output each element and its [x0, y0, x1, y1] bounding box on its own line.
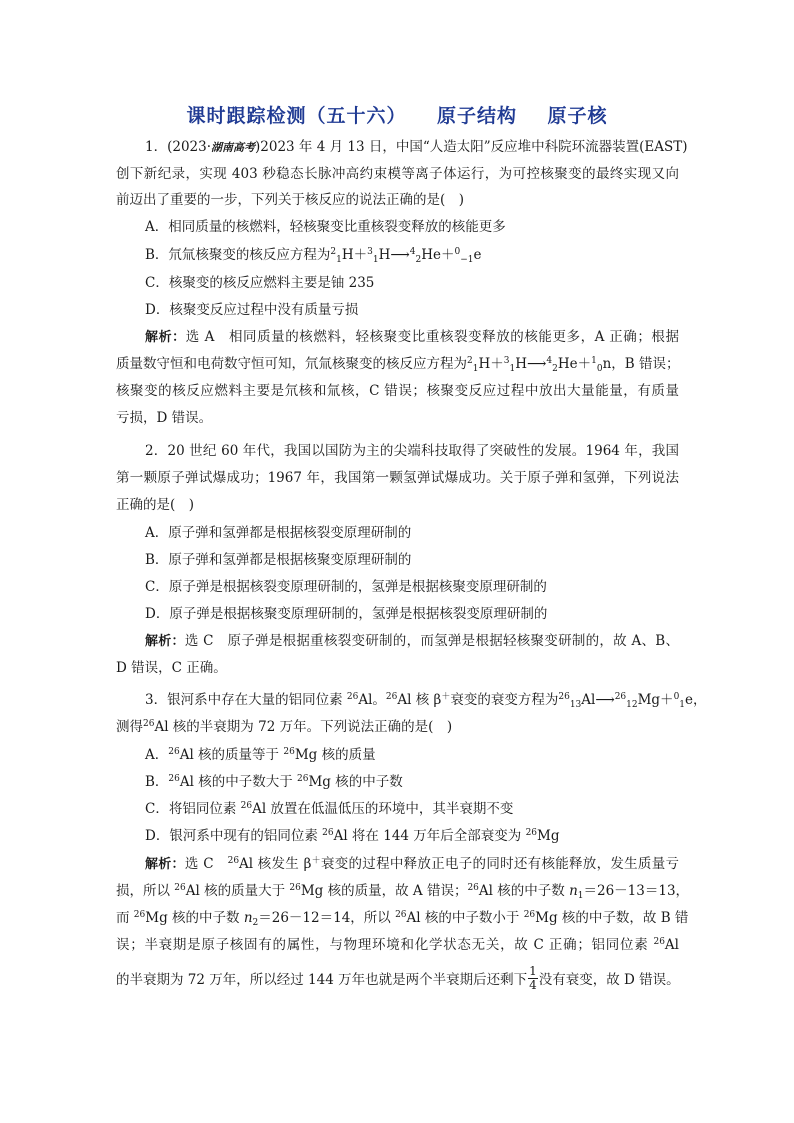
q1-option-c: C．核聚变的核反应燃料主要是铀 235	[145, 275, 375, 291]
q1-line-3: 前迈出了重要的一步，下列关于核反应的说法正确的是( )	[116, 192, 465, 208]
fraction-one-quarter: $\frac{1}{4}$	[529, 964, 537, 992]
answer-label: 解析：	[145, 634, 185, 649]
q2-line-3: 正确的是( )	[116, 497, 195, 513]
q2-option-b: B．原子弹和氢弹都是根据核聚变原理研制的	[145, 552, 412, 568]
answer-label: 解析：	[145, 330, 186, 345]
answer-label: 解析：	[145, 857, 185, 872]
q1-answer-line-4: 亏损，D 错误。	[116, 410, 213, 426]
q2-option-a: A．原子弹和氢弹都是根据核裂变原理研制的	[145, 525, 412, 541]
q2-answer-line-2: D 错误，C 正确。	[116, 660, 227, 676]
q1-option-b: B．氘氚核聚变的核反应方程为$^2_1$H＋$^3_1$H⟶$^4_2$He＋$^0_{-1}$e	[145, 247, 482, 265]
q3-line-2: 测得$^{26}$Al 核的半衰期为 72 万年。下列说法正确的是( )	[116, 719, 453, 735]
q3-line-1: 3．银河系中存在大量的铝同位素 $^{26}$Al。$^{26}$Al 核 β＋衰变的衰变方程为$^{26}_{13}$Al⟶$^{26}_{12}$Mg＋$^0_1$e，	[145, 692, 707, 710]
q3-answer-line-3: 而 $^{26}$Mg 核的中子数 $n_2=26-12=14$，所以 $^{26}$Al 核的中子数小于 $^{26}$Mg 核的中子数，故 B 错	[116, 910, 689, 928]
page-title: 课时跟踪检测（五十六） 原子结构 原子核	[186, 105, 608, 127]
q3-option-a: A．$^{26}$Al 核的质量等于 $^{26}$Mg 核的质量	[145, 747, 376, 763]
q1-line-1: 1．(2023·湖南高考)2023 年 4 月 13 日，中国“人造太阳”反应堆中科院环流器装置(EAST)	[145, 139, 688, 155]
q3-answer-line-4: 误；半衰期是原子核固有的属性，与物理环境和化学状态无关，故 C 正确；铝同位素 $^{26}$Al	[116, 937, 679, 953]
q2-option-d: D．原子弹是根据核聚变原理研制的，氢弹是根据核裂变原理研制的	[145, 606, 548, 622]
q3-answer-line-2: 损，所以 $^{26}$Al 核的质量大于 $^{26}$Mg 核的质量，故 A 错误；$^{26}$Al 核的中子数 $n_1=26-13=13$，	[116, 883, 690, 901]
q2-line-1: 2．20 世纪 60 年代，我国以国防为主的尖端科技取得了突破性的发展。1964 年，我国	[145, 443, 679, 459]
q3-option-d: D．银河系中现有的铝同位素 $^{26}$Al 将在 144 万年后全部衰变为 $^{26}$Mg	[145, 828, 560, 844]
q1-answer-line-2: 质量数守恒和电荷数守恒可知，氘氚核聚变的核反应方程为$^2_1$H＋$^3_1$H⟶$^4_2$He＋$^1_0$n，B 错误；	[116, 356, 680, 374]
q1-answer-line-1: 解析：选 A 相同质量的核燃料，轻核聚变比重核裂变释放的核能更多，A 正确；根据	[145, 329, 679, 345]
source-tag: 湖南高考	[211, 141, 256, 154]
q3-answer-line-5: 的半衰期为 72 万年，所以经过 144 万年也就是两个半衰期后还剩下 $\frac{1}{4}$ 没有衰变，故 D 错误。	[116, 964, 680, 992]
q2-answer-line-1: 解析：选 C 原子弹是根据重核裂变研制的，而氢弹是根据轻核聚变研制的，故 A、B、	[145, 633, 679, 649]
q1-answer-line-3: 核聚变的核反应燃料主要是氘核和氚核，C 错误；核聚变反应过程中放出大量能量，有质量	[116, 383, 679, 399]
q3-option-c: C．将铝同位素 $^{26}$Al 放置在低温低压的环境中，其半衰期不变	[145, 801, 514, 817]
q2-line-2: 第一颗原子弹试爆成功；1967 年，我国第一颗氢弹试爆成功。关于原子弹和氢弹，下列说法	[116, 470, 679, 486]
q2-option-c: C．原子弹是根据核裂变原理研制的，氢弹是根据核聚变原理研制的	[145, 579, 547, 595]
q3-option-b: B．$^{26}$Al 核的中子数大于 $^{26}$Mg 核的中子数	[145, 774, 403, 790]
q1-option-d: D．核聚变反应过程中没有质量亏损	[145, 302, 359, 318]
q1-line-2: 创下新纪录，实现 403 秒稳态长脉冲高约束模等离子体运行，为可控核聚变的最终实现又向	[116, 166, 679, 182]
q1-option-a: A．相同质量的核燃料，轻核聚变比重核裂变释放的核能更多	[145, 219, 506, 235]
q3-answer-line-1: 解析：选 C $^{26}$Al 核发生 β＋衰变的过程中释放正电子的同时还有核能释放，发生质量亏	[145, 856, 679, 872]
